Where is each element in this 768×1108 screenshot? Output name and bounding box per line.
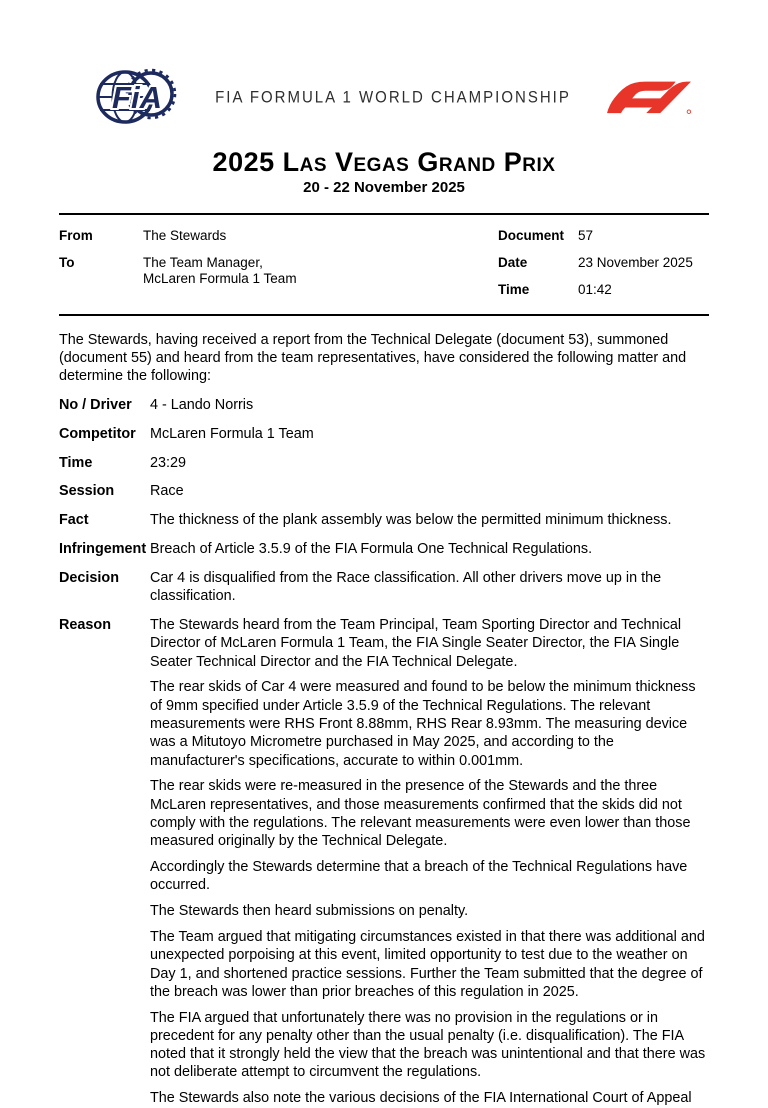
fact-label: Fact xyxy=(59,512,89,529)
to-value xyxy=(143,255,297,287)
meta-correspondents xyxy=(59,228,498,298)
competitor-value: McLaren Formula 1 Team xyxy=(150,425,314,442)
session-value: Race xyxy=(150,483,184,500)
field-row-session xyxy=(59,482,709,500)
fact-value: The thickness of the plank assembly was below the permitted minimum thickness. xyxy=(150,512,672,529)
event-title: 2025 Las Vegas Grand Prix xyxy=(212,147,556,177)
to-value-line2: McLaren Formula 1 Team xyxy=(143,270,297,286)
field-row-competitor xyxy=(59,425,709,443)
event-dates: 20 - 22 November 2025 xyxy=(303,178,465,196)
reason-paragraph: The Stewards heard from the Team Principal, Team Sporting Director and Technical Director of McLaren Formula 1 Team, the FIA Single Seater Director, the FIA Single Seater Technical Director and the FIA Technical Delegate. xyxy=(150,616,682,670)
to-label: To xyxy=(59,254,75,270)
field-row-reason xyxy=(59,616,709,1108)
reason-label: Reason xyxy=(59,616,111,633)
reason-paragraph: The rear skids were re-measured in the presence of the Stewards and the three McLaren representatives, and those measurements confirmed that the skids did not comply with the regulations. The relevant measurements were even lower than those measured originally by the Technical Delegate. xyxy=(150,778,691,850)
document-number: 57 xyxy=(578,227,594,243)
decision-fields xyxy=(59,396,709,1108)
f1-logo-icon xyxy=(607,79,691,115)
decision-value: Car 4 is disqualified from the Race classification. All other drivers move up in the classification. xyxy=(150,569,662,605)
competitor-label: Competitor xyxy=(59,425,136,442)
document-header xyxy=(59,56,709,138)
time-label: Time xyxy=(498,281,530,297)
meta-table xyxy=(59,213,709,316)
meta-row-time xyxy=(498,282,709,298)
intro-paragraph: The Stewards, having received a report from the Technical Delegate (document 53), summoned (document 55) and heard from the team representatives, have considered the following matter and determine the following: xyxy=(59,331,687,385)
meta-row-to xyxy=(59,255,498,287)
date-label: Date xyxy=(498,254,528,270)
fia-logo-text: FiA xyxy=(112,80,162,115)
reason-paragraph: The Team argued that mitigating circumstances existed in that there was additional and unexpected porpoising at this event, limited opportunity to test due to the weather on Day 1, and shortened practice sessions. Further the Team submitted that the degree of the breach was lower than prior breaches of this regulation in 2025. xyxy=(150,928,705,1000)
session-time-label: Time xyxy=(59,454,93,471)
from-label: From xyxy=(59,227,93,243)
from-value: The Stewards xyxy=(143,227,227,243)
meta-document-info xyxy=(498,228,709,298)
time-value: 01:42 xyxy=(578,281,612,297)
document-label: Document xyxy=(498,227,565,243)
meta-row-document xyxy=(498,228,709,244)
reason-paragraph: The Stewards also note the various decisions of the FIA International Court of Appeal xyxy=(150,1090,692,1107)
meta-row-date xyxy=(498,255,709,271)
field-row-infringement xyxy=(59,540,709,558)
session-label: Session xyxy=(59,483,115,500)
date-value: 23 November 2025 xyxy=(578,254,693,270)
reason-paragraph: The FIA argued that unfortunately there was no provision in the regulations or in precedent for any penalty other than the usual penalty (i.e. disqualification). The FIA noted that it strongly held the view that the breach was unintentional and that there was not deliberate attempt to circumvent the regulations. xyxy=(150,1009,706,1081)
meta-row-from xyxy=(59,228,498,244)
field-row-fact xyxy=(59,511,709,529)
driver-label: No / Driver xyxy=(59,397,132,414)
field-row-time xyxy=(59,454,709,472)
infringement-label: Infringement xyxy=(59,541,147,558)
field-row-decision xyxy=(59,569,709,606)
decision-label: Decision xyxy=(59,569,119,586)
reason-paragraph: The Stewards then heard submissions on penalty. xyxy=(150,903,469,920)
field-row-driver xyxy=(59,396,709,414)
championship-title: FIA FORMULA 1 WORLD CHAMPIONSHIP xyxy=(215,87,571,107)
reason-paragraph: The rear skids of Car 4 were measured and found to be below the minimum thickness of 9mm specified under Article 3.5.9 of the Technical Regulations. The relevant measurements were RHS Front 8.88mm, RHS Rear 8.93mm. The measuring device was a Mitutoyo Micrometre purchased in May 2025, and according to the manufacturer's specifications, accurate to within 0.001mm. xyxy=(150,679,696,769)
fia-logo-icon xyxy=(95,61,179,133)
reason-paragraph: Accordingly the Stewards determine that a breach of the Technical Regulations have occurred. xyxy=(150,859,688,894)
driver-value: 4 - Lando Norris xyxy=(150,397,254,414)
session-time-value: 23:29 xyxy=(150,454,187,471)
infringement-value: Breach of Article 3.5.9 of the FIA Formula One Technical Regulations. xyxy=(150,541,593,558)
to-value-line1: The Team Manager, xyxy=(143,254,263,270)
reason-value xyxy=(150,616,709,1108)
